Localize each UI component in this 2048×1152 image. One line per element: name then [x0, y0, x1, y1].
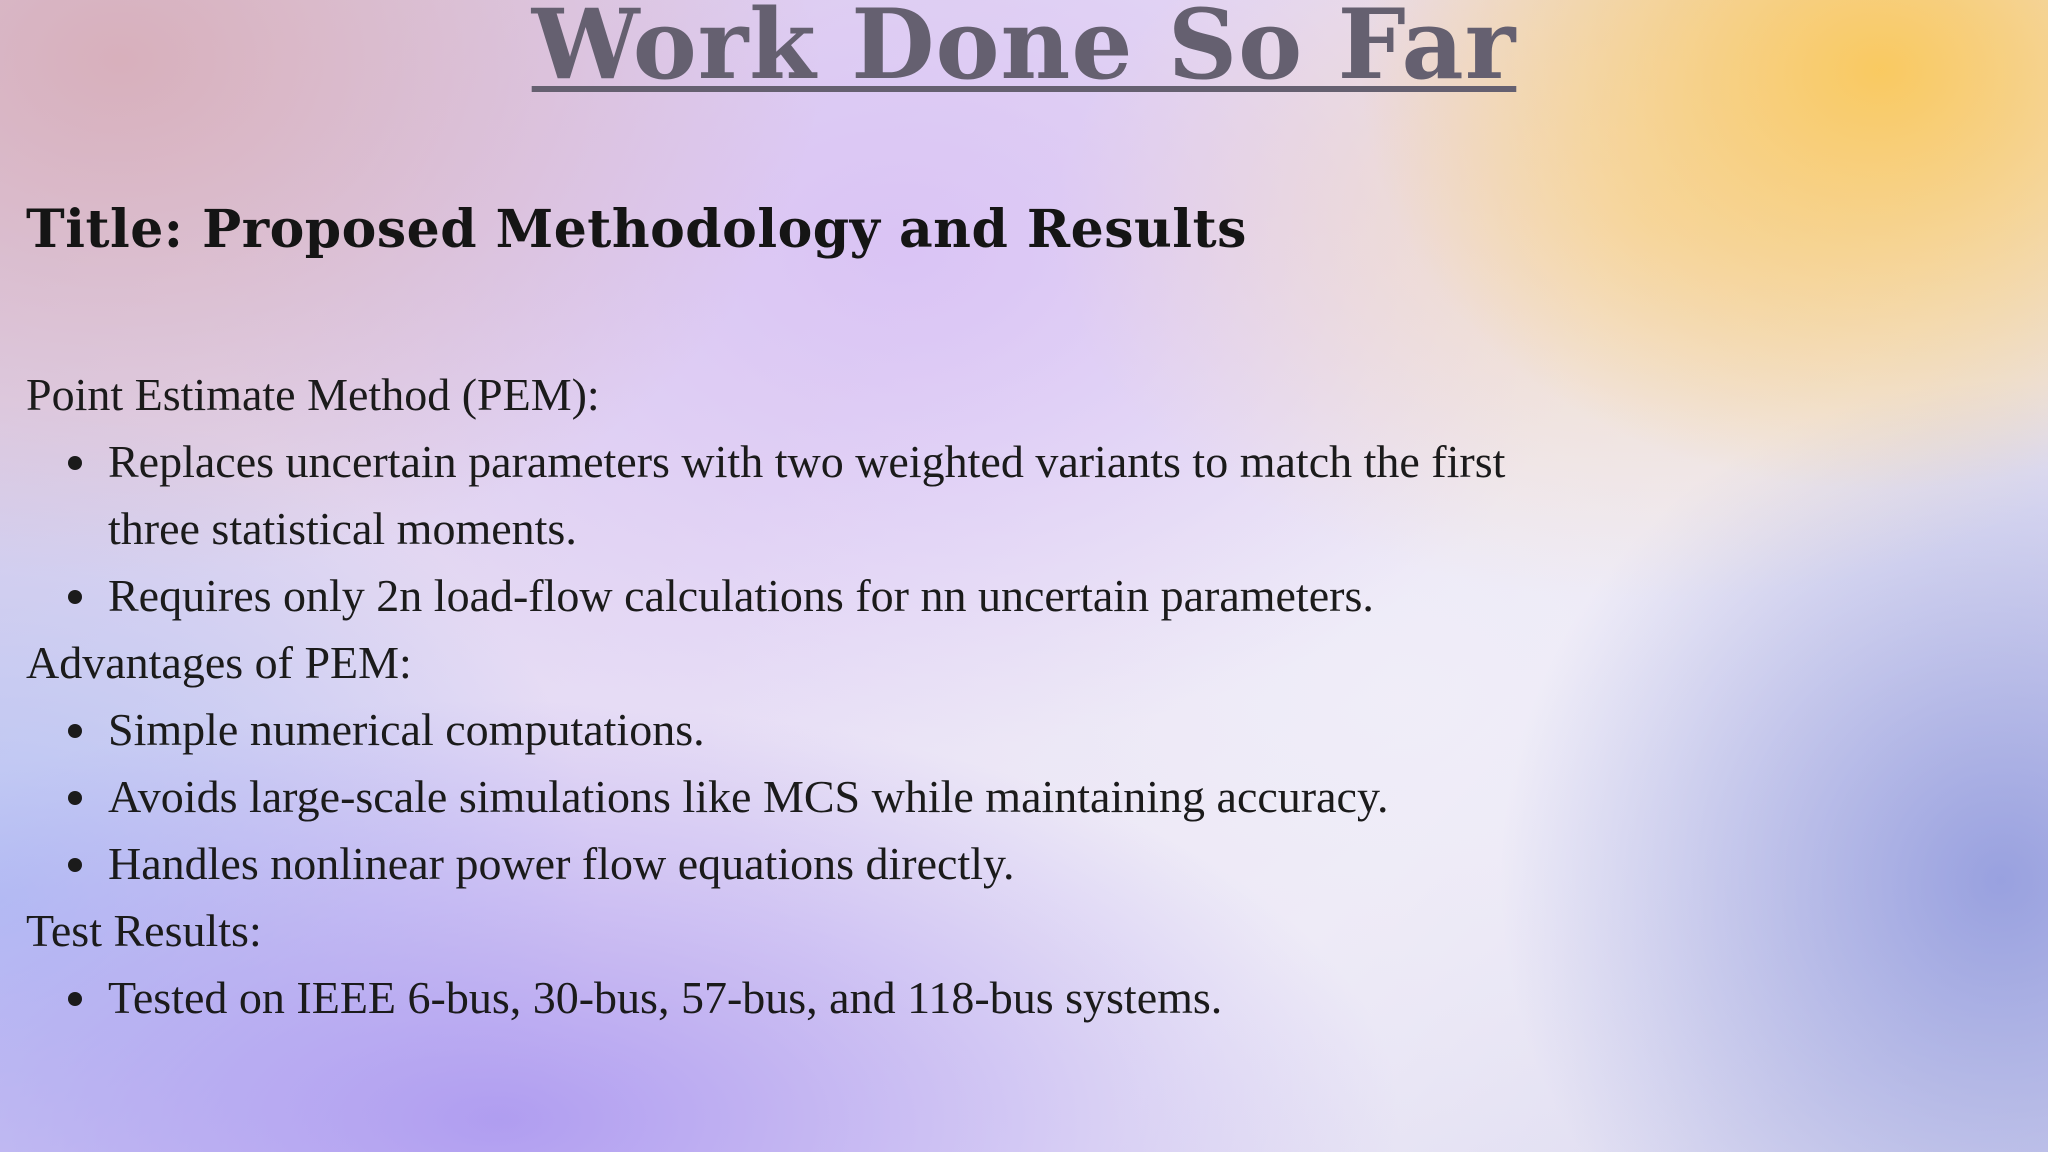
bullet-item [26, 696, 1586, 763]
bullet-icon [68, 791, 82, 805]
bullet-item [26, 562, 1586, 629]
bullet-item [26, 964, 1586, 1031]
slide-body [26, 361, 1586, 1031]
section-heading-pem: Point Estimate Method (PEM): [26, 369, 600, 420]
bullet-text: Replaces uncertain parameters with two weighted variants to match the first three statistical moments. [108, 436, 1506, 554]
section-heading-advantages: Advantages of PEM: [26, 637, 412, 688]
bullet-text: Avoids large-scale simulations like MCS while maintaining accuracy. [108, 771, 1389, 822]
bullet-list-pem [26, 428, 1586, 629]
bullet-text: Requires only 2n load-flow calculations for nn uncertain parameters. [108, 570, 1374, 621]
bullet-icon [68, 724, 82, 738]
bullet-item [26, 763, 1586, 830]
section-heading-test-results: Test Results: [26, 905, 262, 956]
bullet-icon [68, 456, 82, 470]
bullet-list-advantages [26, 696, 1586, 897]
bullet-text: Simple numerical computations. [108, 704, 705, 755]
bullet-icon [68, 992, 82, 1006]
bullet-text: Tested on IEEE 6-bus, 30-bus, 57-bus, and 118-bus systems. [108, 972, 1223, 1023]
bullet-icon [68, 590, 82, 604]
bullet-text: Handles nonlinear power flow equations directly. [108, 838, 1015, 889]
bullet-list-test-results [26, 964, 1586, 1031]
slide-title: Work Done So Far [531, 0, 1517, 101]
bullet-item [26, 428, 1586, 562]
slide-subtitle: Title: Proposed Methodology and Results [26, 199, 1247, 260]
bullet-item [26, 830, 1586, 897]
bullet-icon [68, 858, 82, 872]
